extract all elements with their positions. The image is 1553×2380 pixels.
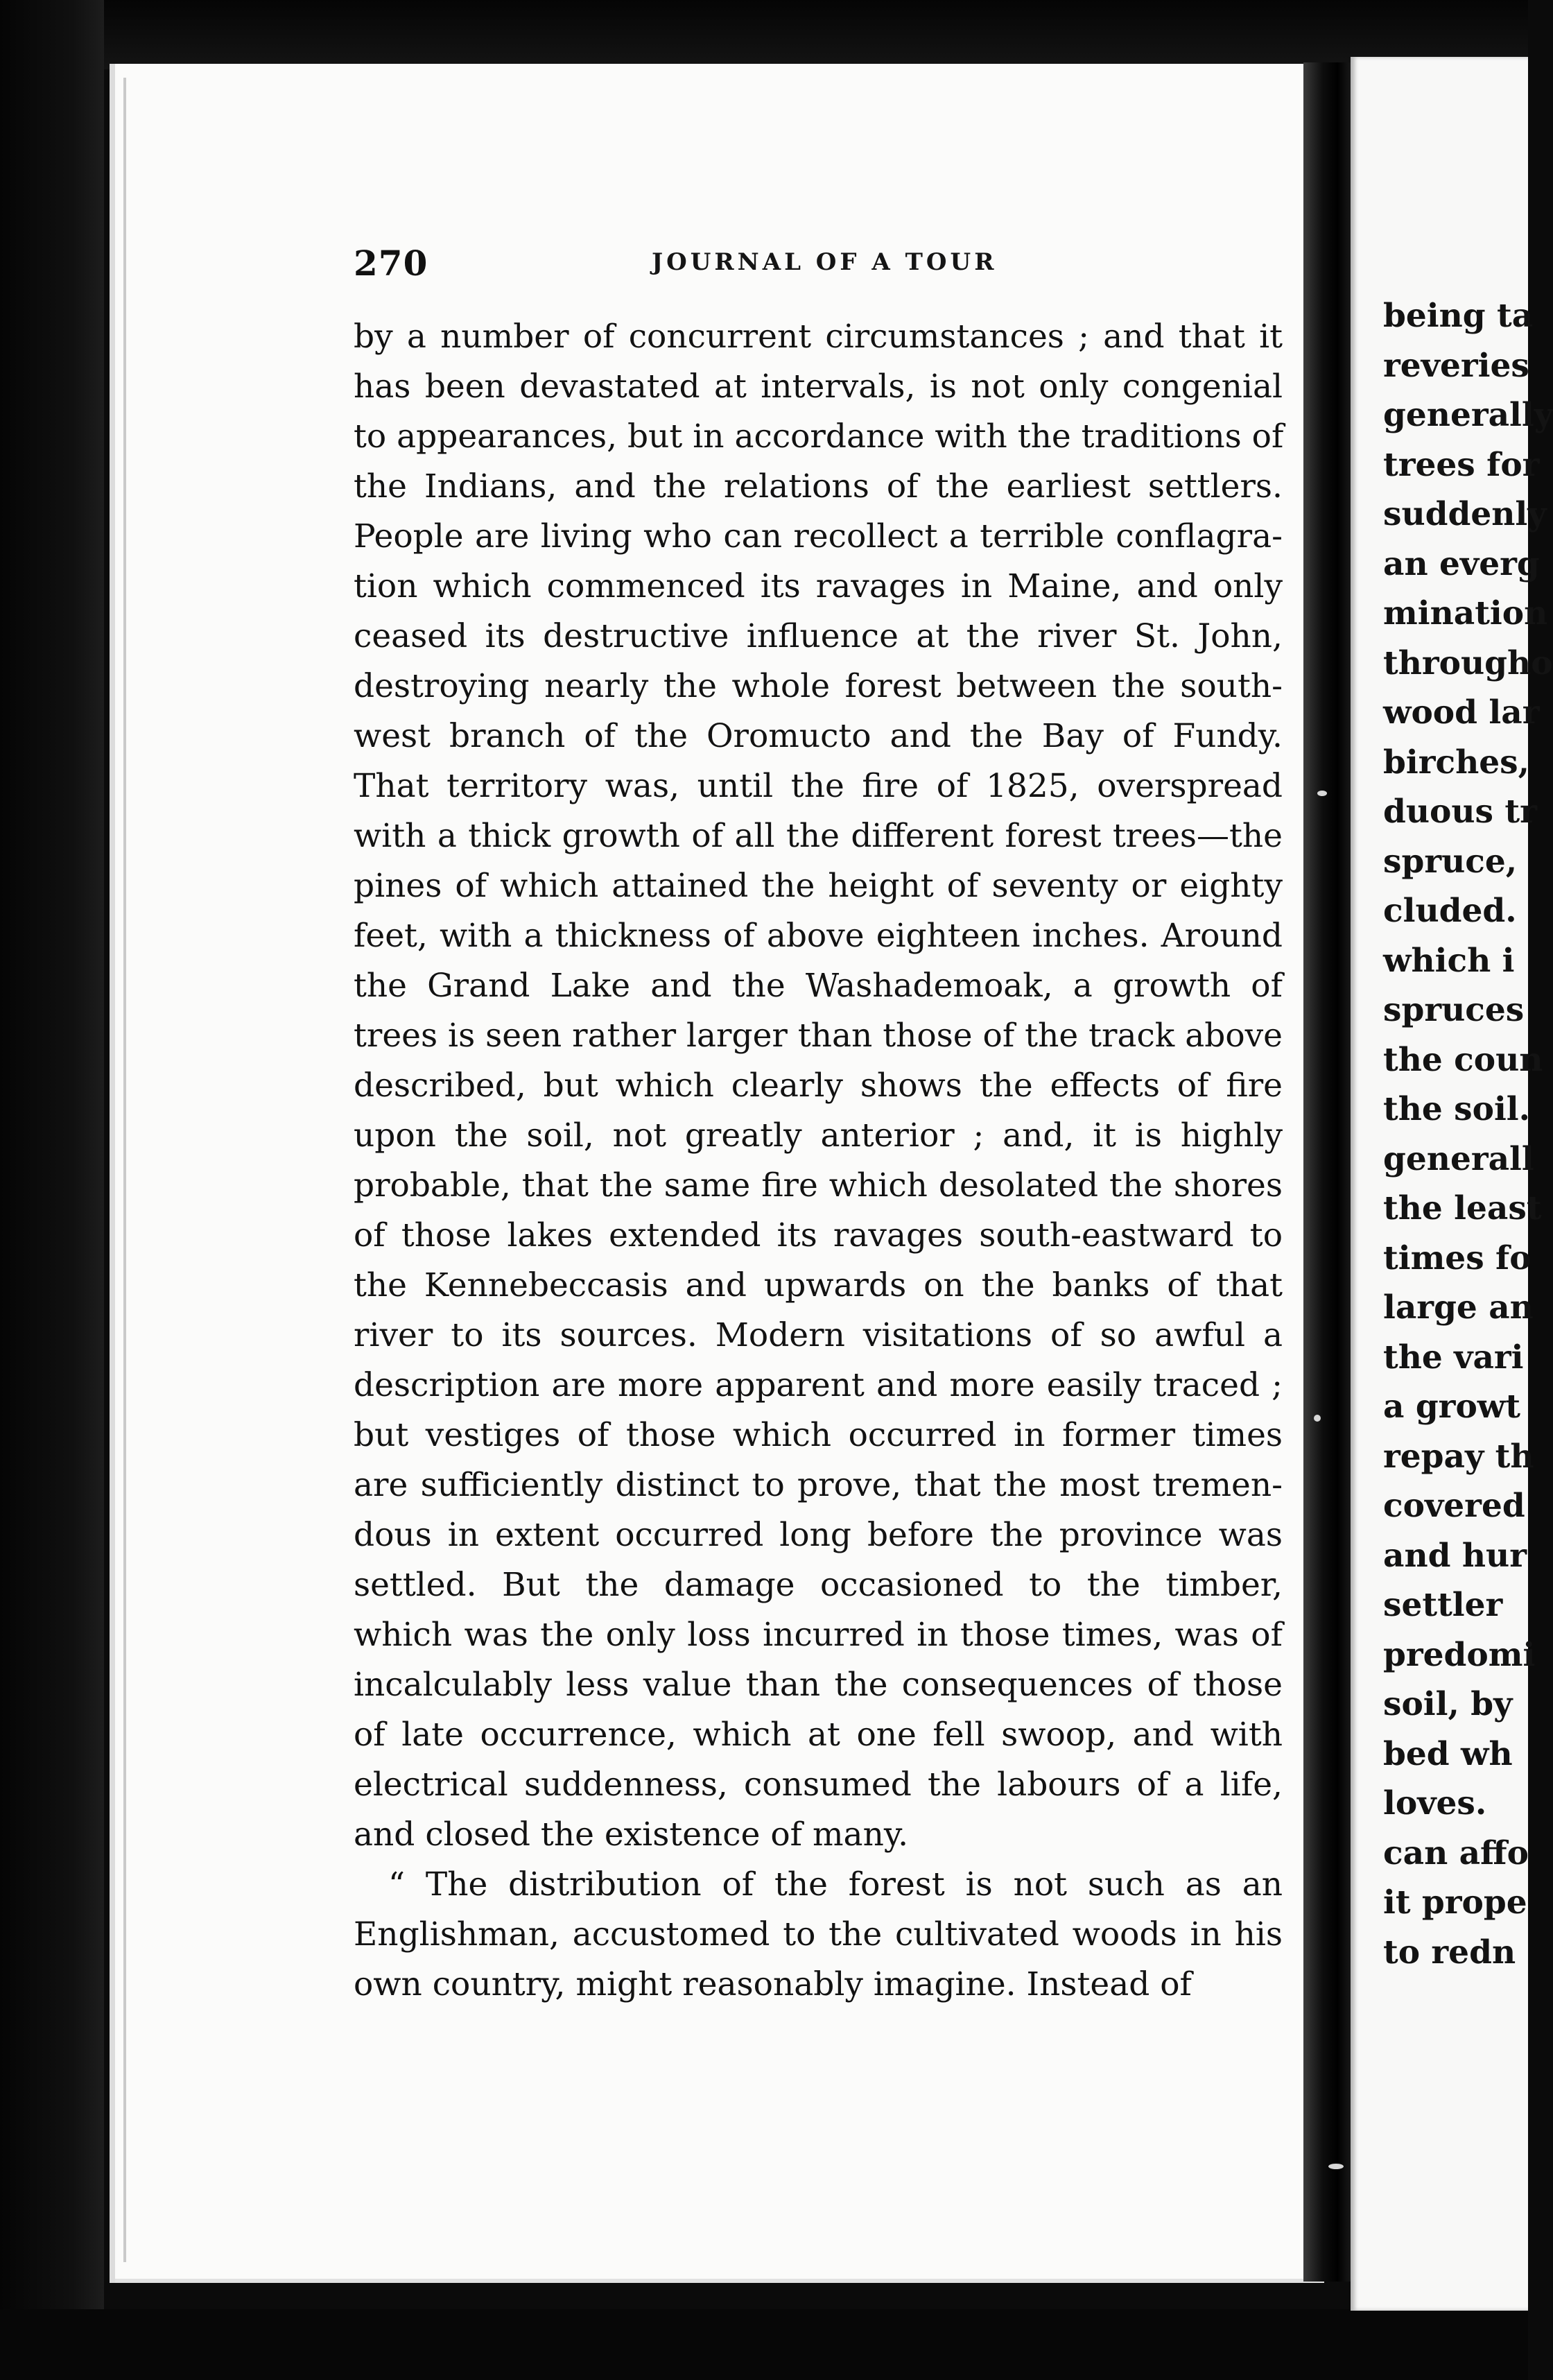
facing-page-text-line: suddenly bbox=[1383, 495, 1547, 533]
text-line: the Kennebeccasis and upwards on the banks of that bbox=[354, 1266, 1283, 1304]
text-line: ceased its destructive influence at the river St. John, bbox=[354, 617, 1283, 655]
running-head bbox=[354, 243, 1283, 284]
text-line: description are more apparent and more easily traced ; bbox=[354, 1366, 1283, 1404]
text-line: to appearances, but in accordance with the traditions of bbox=[354, 417, 1284, 456]
text-line: with a thick growth of all the different forest trees—the bbox=[354, 817, 1283, 855]
running-title: JOURNAL OF A TOUR bbox=[652, 248, 998, 276]
text-line: has been devastated at intervals, is not only congenial bbox=[354, 368, 1283, 406]
text-line: probable, that the same fire which desolated the shores bbox=[354, 1166, 1283, 1205]
text-line: feet, with a thickness of above eighteen inches. Around bbox=[354, 917, 1283, 955]
text-line: own country, might reasonably imagine. Instead of bbox=[354, 1965, 1192, 2003]
facing-page-text-line: spruces bbox=[1383, 991, 1525, 1029]
facing-page-text-line: it prope bbox=[1383, 1883, 1527, 1922]
facing-page-text-line: the soil. bbox=[1383, 1090, 1531, 1128]
scan-border-top bbox=[0, 0, 1528, 69]
facing-page-text-line: the vari bbox=[1383, 1338, 1524, 1377]
text-line: Englishman, accustomed to the cultivated woods in his bbox=[354, 1915, 1283, 1954]
facing-page-text-line: settler bbox=[1383, 1586, 1503, 1624]
facing-page-text-line: loves. bbox=[1383, 1784, 1487, 1822]
book-spine-gutter bbox=[1303, 62, 1352, 2282]
text-line: dous in extent occurred long before the province was bbox=[354, 1516, 1283, 1554]
page-edge-rule bbox=[123, 78, 126, 2262]
facing-page-text-line: througho bbox=[1383, 644, 1553, 682]
text-line: river to its sources. Modern visitations of so awful a bbox=[354, 1316, 1283, 1354]
scan-border-bottom bbox=[0, 2309, 1528, 2380]
scan-speck bbox=[1328, 2164, 1344, 2169]
facing-page-text-line: trees for bbox=[1383, 445, 1540, 484]
text-line: described, but which clearly shows the effects of fire bbox=[354, 1067, 1283, 1105]
facing-page-text-line: reveries bbox=[1383, 346, 1529, 385]
facing-page-text-line: wood lar bbox=[1383, 693, 1540, 732]
facing-page-text-line: and hur bbox=[1383, 1536, 1527, 1575]
facing-page-text-line: can affo bbox=[1383, 1834, 1529, 1872]
facing-page-text-line: an everg bbox=[1383, 544, 1540, 583]
facing-page-text-line: being ta bbox=[1383, 297, 1534, 335]
page-number: 270 bbox=[354, 243, 428, 284]
facing-page-text-line: generall bbox=[1383, 1139, 1534, 1178]
text-line: “ The distribution of the forest is not such as an bbox=[388, 1865, 1283, 1904]
text-line: are sufficiently distinct to prove, that the most tremen- bbox=[354, 1466, 1283, 1504]
text-line: That territory was, until the fire of 1825, overspread bbox=[354, 767, 1283, 805]
facing-page-text-line: which i bbox=[1383, 941, 1515, 980]
facing-page-text-line: bed wh bbox=[1383, 1734, 1513, 1773]
text-line: electrical suddenness, consumed the labours of a life, bbox=[354, 1766, 1283, 1804]
facing-page-text-line: generally bbox=[1383, 396, 1553, 434]
facing-page-text-line: covered bbox=[1383, 1487, 1525, 1525]
facing-page-text-line: the coun bbox=[1383, 1040, 1543, 1079]
facing-page-text-line: birches, bbox=[1383, 743, 1529, 782]
text-line: and closed the existence of many. bbox=[354, 1816, 909, 1854]
facing-page-text-line: a growt bbox=[1383, 1388, 1520, 1426]
right-page-body-text bbox=[1383, 291, 1553, 1977]
facing-page-text-line: cluded. bbox=[1383, 892, 1517, 930]
facing-page-text-line: to redn bbox=[1383, 1933, 1516, 1972]
text-line: of those lakes extended its ravages south-eastward to bbox=[354, 1216, 1283, 1254]
facing-page-text-line: soil, by bbox=[1383, 1685, 1513, 1723]
facing-page-text-line: mination bbox=[1383, 594, 1548, 632]
text-line: by a number of concurrent circumstances ; and that it bbox=[354, 318, 1283, 356]
text-line: but vestiges of those which occurred in former times bbox=[354, 1416, 1283, 1454]
scan-speck bbox=[1314, 1415, 1321, 1422]
text-line: trees is seen rather larger than those of the track above bbox=[354, 1017, 1283, 1055]
text-line: pines of which attained the height of seventy or eighty bbox=[354, 867, 1283, 905]
text-line: which was the only loss incurred in those times, was of bbox=[354, 1616, 1283, 1654]
text-line: the Indians, and the relations of the earliest settlers. bbox=[354, 467, 1283, 506]
facing-page-text-line: large an bbox=[1383, 1288, 1534, 1327]
facing-page-text-line: spruce, bbox=[1383, 842, 1518, 881]
text-line: the Grand Lake and the Washademoak, a growth of bbox=[354, 967, 1283, 1005]
facing-page-text-line: predomi bbox=[1383, 1635, 1536, 1674]
facing-page-text-line: duous tr bbox=[1383, 793, 1537, 831]
facing-page-text-line: times fo bbox=[1383, 1239, 1532, 1277]
facing-page-text-line: repay th bbox=[1383, 1437, 1534, 1476]
scan-border-left bbox=[0, 0, 104, 2380]
text-line: upon the soil, not greatly anterior ; and, it is highly bbox=[354, 1116, 1283, 1155]
text-line: destroying nearly the whole forest between the south- bbox=[354, 667, 1283, 705]
facing-page-text-line: the least bbox=[1383, 1189, 1542, 1227]
text-line: of late occurrence, which at one fell swoop, and with bbox=[354, 1716, 1283, 1754]
text-line: settled. But the damage occasioned to the timber, bbox=[354, 1566, 1283, 1604]
left-page-body-text bbox=[354, 312, 1283, 2010]
text-line: west branch of the Oromucto and the Bay of Fundy. bbox=[354, 717, 1283, 755]
text-line: People are living who can recollect a terrible conflagra- bbox=[354, 517, 1283, 555]
scan-speck bbox=[1317, 791, 1327, 796]
text-line: incalculably less value than the consequences of those bbox=[354, 1666, 1283, 1704]
text-line: tion which commenced its ravages in Maine, and only bbox=[354, 567, 1283, 605]
